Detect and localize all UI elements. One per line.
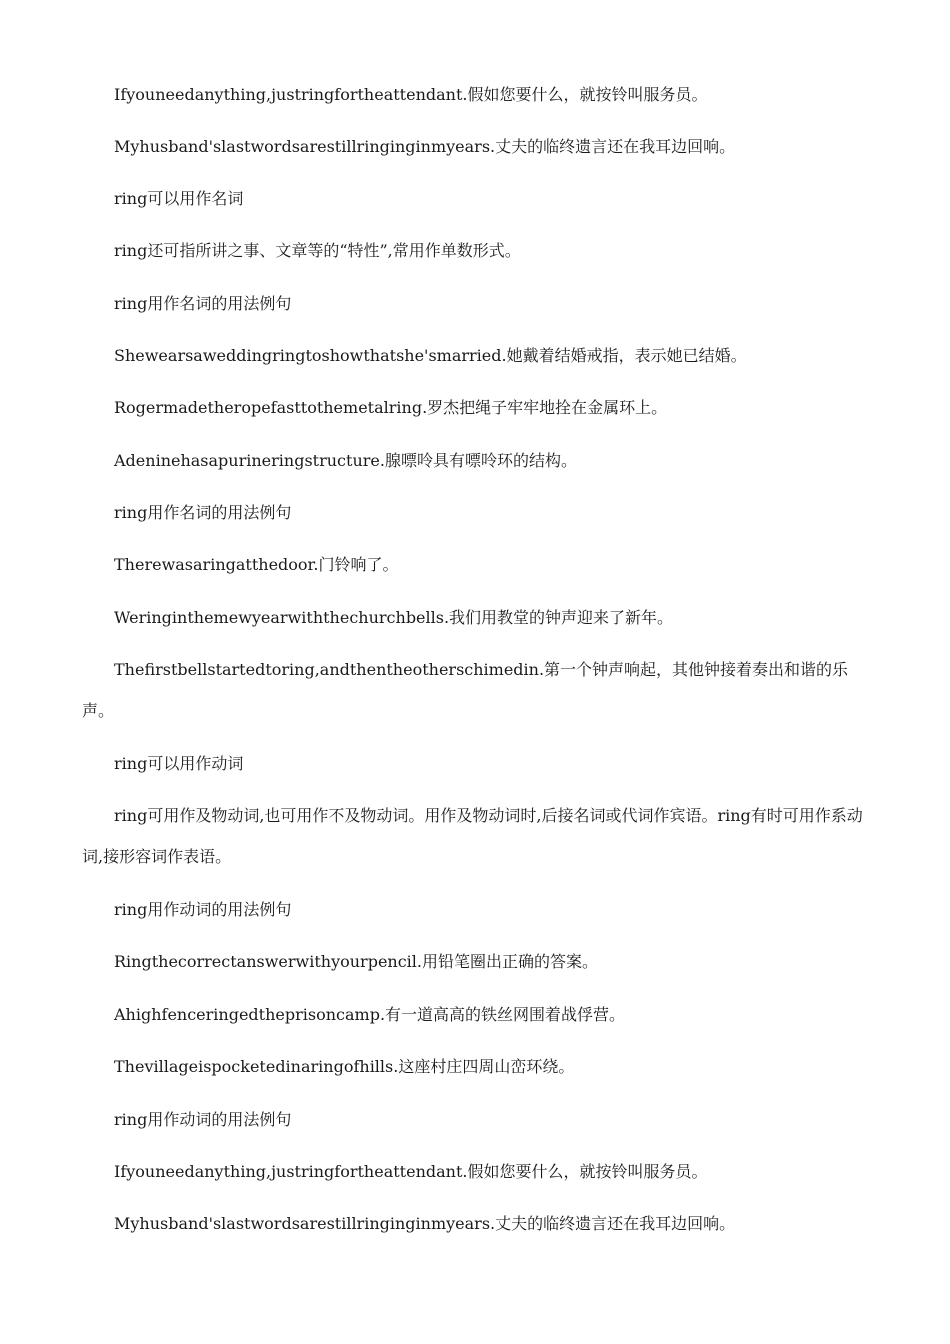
paragraph: Weringinthemewyearwiththechurchbells.我们用教堂的钟声迎来了新年。 (114, 608, 674, 627)
paragraph: Shewearsaweddingringtoshowthatshe'smarried.她戴着结婚戒指，表示她已结婚。 (114, 346, 747, 365)
paragraph: Ahighfenceringedtheprisoncamp.有一道高高的铁丝网围着战俘营。 (114, 1005, 626, 1024)
paragraph: ring用作动词的用法例句 (114, 1110, 292, 1129)
paragraph: Therewasaringatthedoor.门铃响了。 (114, 555, 399, 574)
paragraph: Ifyouneedanything,justringfortheattendant.假如您要什么，就按铃叫服务员。 (114, 85, 708, 104)
paragraph: Adeninehasapurineringstructure.腺嘌呤具有嘌呤环的结构。 (114, 451, 577, 470)
paragraph: ring用作名词的用法例句 (114, 294, 292, 313)
paragraph: ring可用作及物动词,也可用作不及物动词。用作及物动词时,后接名词或代词作宾语。ring有时可用作系动词,接形容词作表语。 (82, 806, 863, 866)
paragraph: ring还可指所讲之事、文章等的“特性”,常用作单数形式。 (114, 241, 521, 260)
paragraph: ring用作动词的用法例句 (114, 900, 292, 919)
paragraph: ring可以用作名词 (114, 189, 244, 208)
paragraph: ring可以用作动词 (114, 754, 244, 773)
paragraph: Thefirstbellstartedtoring,andthentheotherschimedin.第一个钟声响起，其他钟接着奏出和谐的乐声。 (82, 660, 849, 720)
paragraph: Rogermadetheropefasttothemetalring.罗杰把绳子牢牢地拴在金属环上。 (114, 398, 668, 417)
paragraph: Thevillageispocketedinaringofhills.这座村庄四周山峦环绕。 (114, 1057, 575, 1076)
paragraph: Ifyouneedanything,justringfortheattendant.假如您要什么，就按铃叫服务员。 (114, 1162, 708, 1181)
paragraph: Myhusband'slastwordsarestillringinginmyears.丈夫的临终遗言还在我耳边回响。 (114, 137, 736, 156)
paragraph: Ringthecorrectanswerwithyourpencil.用铅笔圈出正确的答案。 (114, 952, 599, 971)
paragraph: Myhusband'slastwordsarestillringinginmyears.丈夫的临终遗言还在我耳边回响。 (114, 1214, 736, 1233)
paragraph: ring用作名词的用法例句 (114, 503, 292, 522)
